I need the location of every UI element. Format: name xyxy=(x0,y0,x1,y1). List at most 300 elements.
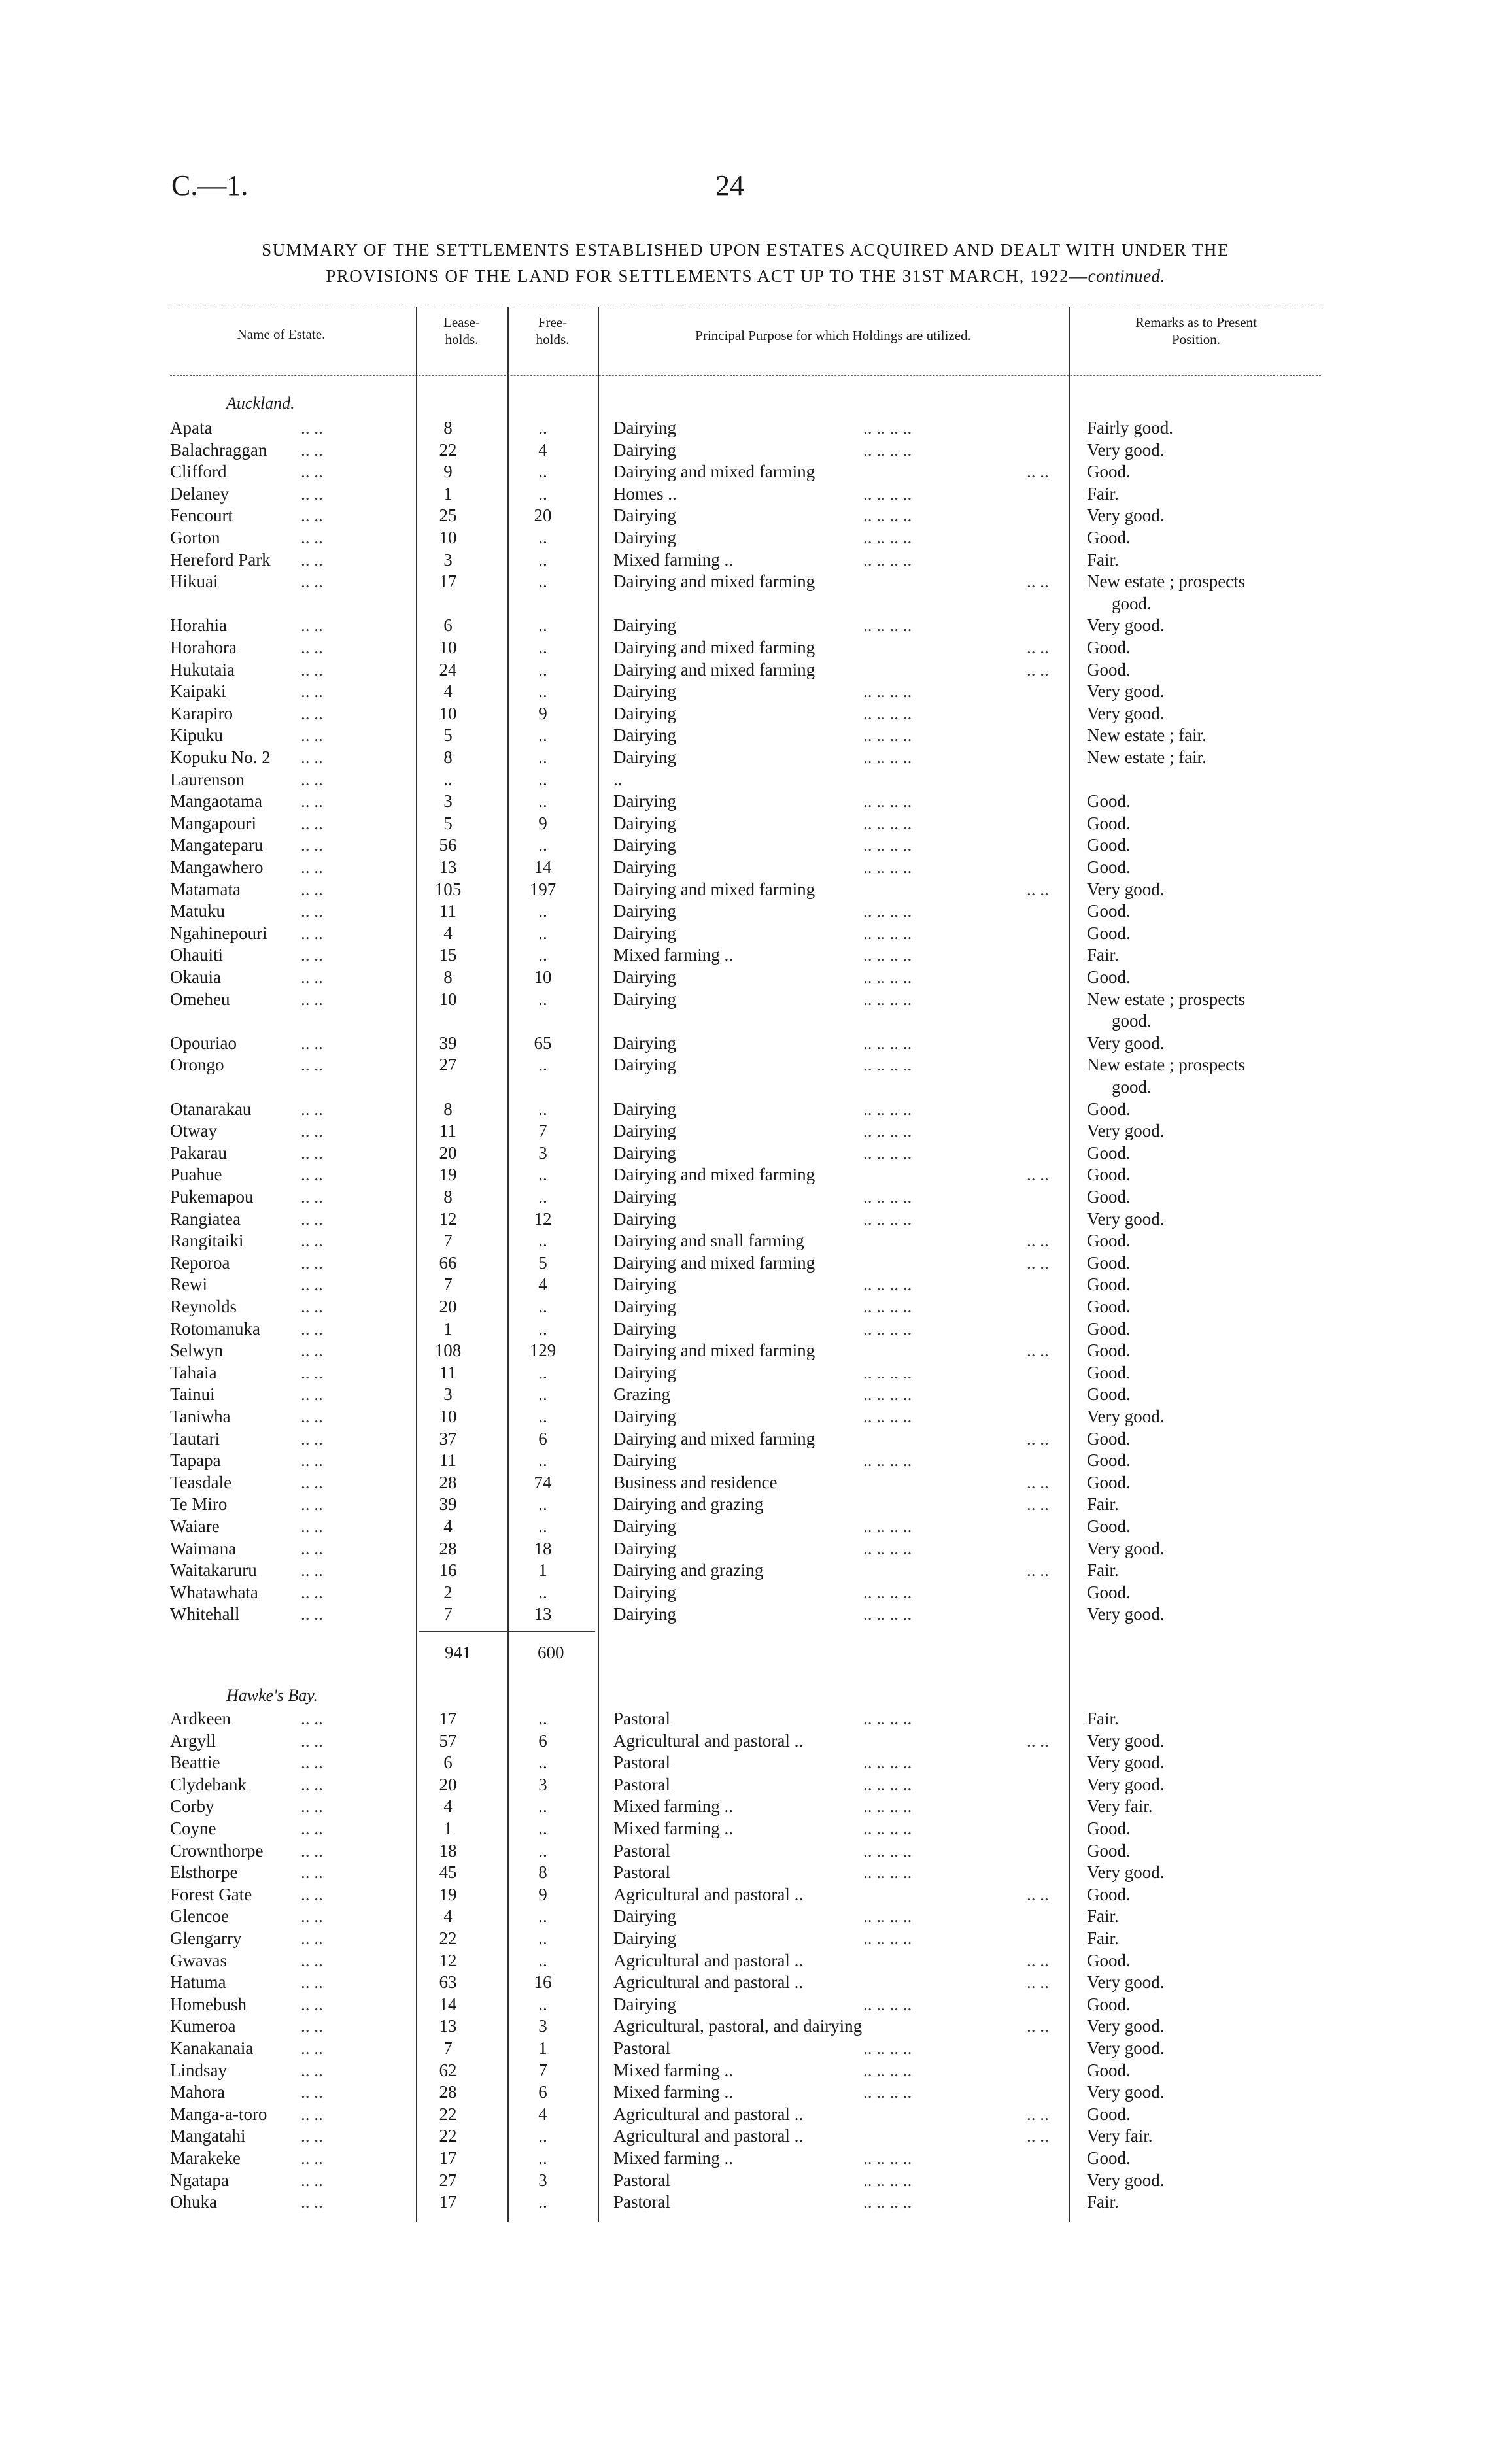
leaseholds-value: 39 xyxy=(439,1494,457,1514)
table-row xyxy=(170,483,1321,505)
leader-dots: .. .. .. .. xyxy=(863,747,912,767)
table-row xyxy=(170,1950,1321,1972)
freeholds-value: 6 xyxy=(538,1428,547,1448)
table-row xyxy=(170,900,1321,923)
leader-dots: .. .. xyxy=(301,1165,323,1185)
leader-dots: .. .. xyxy=(1027,879,1049,899)
purpose-value: Dairying xyxy=(613,1928,676,1948)
freeholds-value: .. xyxy=(538,1840,547,1860)
leader-dots: .. .. .. .. xyxy=(863,1187,912,1206)
leader-dots: .. .. xyxy=(301,418,323,437)
table-row xyxy=(170,791,1321,813)
column-header-freeholds-line1: Free- xyxy=(538,315,568,330)
estate-name: Otanarakau xyxy=(170,1099,252,1119)
table-row xyxy=(170,2104,1321,2126)
table-row xyxy=(170,1774,1321,1796)
purpose-value: Pastoral xyxy=(613,1774,670,1794)
leaseholds-value: 22 xyxy=(439,1928,457,1948)
leader-dots: .. .. xyxy=(301,1318,323,1339)
leaseholds-value: 28 xyxy=(439,1538,457,1558)
leaseholds-value: 11 xyxy=(439,1450,456,1471)
leader-dots: .. .. xyxy=(1027,1165,1049,1185)
table-row xyxy=(170,2015,1321,2038)
table-row xyxy=(170,1796,1321,1818)
estate-name: Waitakaruru xyxy=(170,1560,257,1581)
leaseholds-value: 10 xyxy=(439,703,457,723)
purpose-value: Agricultural and pastoral .. xyxy=(613,1884,804,1904)
freeholds-value: 18 xyxy=(534,1538,552,1558)
freeholds-value: .. xyxy=(538,1950,547,1970)
estate-name: Rangitaiki xyxy=(170,1231,244,1251)
table-row xyxy=(170,923,1321,945)
estate-name: Pakarau xyxy=(170,1142,227,1163)
leaseholds-value: 6 xyxy=(443,615,453,636)
leader-dots: .. .. .. .. xyxy=(863,923,912,943)
leader-dots: .. .. xyxy=(301,1297,323,1316)
leader-dots: .. .. xyxy=(301,462,323,482)
purpose-value: Dairying and mixed farming xyxy=(613,1428,815,1448)
purpose-value: Dairying xyxy=(613,1516,676,1536)
estate-name: Kanakanaia xyxy=(170,2038,254,2058)
freeholds-value: 4 xyxy=(538,2104,547,2124)
freeholds-value: .. xyxy=(538,483,547,504)
leader-dots: .. .. xyxy=(301,1906,323,1926)
estate-name: Coyne xyxy=(170,1819,216,1838)
purpose-value: Dairying xyxy=(613,439,676,460)
remark-value: Very good. xyxy=(1087,2038,1165,2058)
freeholds-value: .. xyxy=(538,2126,547,2146)
remark-value: New estate ; fair. xyxy=(1087,725,1207,745)
freeholds-value: .. xyxy=(538,1362,547,1382)
freeholds-value: .. xyxy=(538,681,547,702)
leaseholds-value: 63 xyxy=(439,1972,457,1993)
leader-dots: .. .. .. .. xyxy=(863,1709,912,1728)
leader-dots: .. .. xyxy=(301,1516,323,1536)
freeholds-value: 65 xyxy=(534,1033,552,1053)
leader-dots: .. .. .. .. xyxy=(863,725,912,745)
purpose-value: Agricultural and pastoral .. xyxy=(613,1730,804,1751)
freeholds-value: .. xyxy=(538,418,547,437)
estate-name: Ardkeen xyxy=(170,1709,231,1728)
remark-value: Very good. xyxy=(1087,1862,1165,1883)
leader-dots: .. .. .. .. xyxy=(863,1297,912,1316)
leaseholds-value: 2 xyxy=(443,1582,453,1602)
table-row xyxy=(170,1208,1321,1231)
table-row xyxy=(170,1928,1321,1950)
freeholds-value: .. xyxy=(538,2148,547,2168)
freeholds-value: 6 xyxy=(538,2082,547,2102)
purpose-value: Dairying xyxy=(613,615,676,636)
leaseholds-value: 9 xyxy=(443,462,453,482)
leader-dots: .. .. xyxy=(1027,1494,1049,1514)
estate-name: Gorton xyxy=(170,528,220,547)
table-row xyxy=(170,769,1321,791)
leader-dots: .. .. xyxy=(301,505,323,526)
remark-value: Very good. xyxy=(1087,879,1165,899)
estate-name: Lindsay xyxy=(170,2060,227,2080)
leaseholds-value: 57 xyxy=(439,1730,457,1751)
leader-dots: .. .. xyxy=(301,1450,323,1471)
leader-dots: .. .. xyxy=(301,1774,323,1794)
remark-value: Very good. xyxy=(1087,703,1165,723)
remark-value: Very fair. xyxy=(1087,1796,1153,1817)
page-header xyxy=(171,169,1322,214)
purpose-value: Pastoral xyxy=(613,2038,670,2058)
estate-name: Elsthorpe xyxy=(170,1862,238,1883)
leaseholds-value: 27 xyxy=(439,2170,457,2190)
table-row xyxy=(170,857,1321,879)
purpose-value: Dairying xyxy=(613,1142,676,1163)
leaseholds-value: 25 xyxy=(439,505,457,526)
estate-name: Omeheu xyxy=(170,989,230,1009)
purpose-value: Dairying xyxy=(613,1906,676,1926)
freeholds-value: 14 xyxy=(534,857,552,877)
estate-name: Puahue xyxy=(170,1165,222,1185)
leaseholds-value: 4 xyxy=(443,681,453,702)
remark-value: Very good. xyxy=(1087,1774,1165,1794)
purpose-value: Dairying xyxy=(613,901,676,921)
freeholds-value: 3 xyxy=(538,2016,547,2036)
leaseholds-value: 7 xyxy=(443,1231,453,1251)
freeholds-value: 3 xyxy=(538,1142,547,1163)
leader-dots: .. .. xyxy=(301,2192,323,2212)
estate-name: Tainui xyxy=(170,1384,215,1405)
estate-name: Matamata xyxy=(170,879,241,899)
estate-name: Reporoa xyxy=(170,1252,230,1273)
freeholds-value: 197 xyxy=(529,879,557,899)
estate-name: Ngahinepouri xyxy=(170,923,267,943)
table-row xyxy=(170,1708,1321,1730)
leader-dots: .. .. xyxy=(301,1384,323,1405)
leader-dots: .. .. xyxy=(301,1994,323,2014)
title-line-2 xyxy=(170,263,1321,289)
leader-dots: .. .. .. .. xyxy=(863,2170,912,2190)
leaseholds-value: 19 xyxy=(439,1165,457,1185)
leader-dots: .. .. .. .. xyxy=(863,835,912,855)
leader-dots: .. .. .. .. xyxy=(863,967,912,987)
page-number: 24 xyxy=(715,169,744,201)
leader-dots: .. .. .. .. xyxy=(863,439,912,460)
leader-dots: .. .. xyxy=(301,1560,323,1581)
table-row xyxy=(170,1033,1321,1055)
table-row xyxy=(170,1516,1321,1538)
estate-name: Pukemapou xyxy=(170,1187,254,1206)
estate-name: Whatawhata xyxy=(170,1582,258,1602)
freeholds-value: 16 xyxy=(534,1972,552,1993)
estate-name: Tahaia xyxy=(170,1362,217,1382)
remark-value: Fair. xyxy=(1087,1560,1119,1581)
leader-dots: .. .. xyxy=(301,2126,323,2146)
leaseholds-value: 7 xyxy=(443,2038,453,2058)
leaseholds-value: 19 xyxy=(439,1884,457,1904)
remark-value: Fair. xyxy=(1087,945,1119,965)
estate-name: Waiare xyxy=(170,1516,220,1536)
leader-dots: .. .. .. .. xyxy=(863,1055,912,1075)
leaseholds-value: 13 xyxy=(439,857,457,877)
leader-dots: .. .. xyxy=(301,769,323,789)
freeholds-value: .. xyxy=(538,1231,547,1251)
estate-name: Beattie xyxy=(170,1753,220,1773)
leader-dots: .. .. xyxy=(1027,2104,1049,2124)
remark-value: Good. xyxy=(1087,1341,1131,1361)
freeholds-value: 8 xyxy=(538,1862,547,1883)
estate-name: Hatuma xyxy=(170,1972,226,1993)
leader-dots: .. .. xyxy=(301,879,323,899)
title-line-1: SUMMARY OF THE SETTLEMENTS ESTABLISHED UPON ESTATES ACQUIRED AND DEALT WITH UNDER THE xyxy=(262,240,1229,260)
purpose-value: Dairying xyxy=(613,1275,676,1295)
freeholds-value: 1 xyxy=(538,1560,547,1581)
leaseholds-value: 3 xyxy=(443,791,453,812)
table-row xyxy=(170,1752,1321,1774)
estate-name: Horahia xyxy=(170,615,227,636)
table-row xyxy=(170,615,1321,637)
leader-dots: .. .. xyxy=(301,1428,323,1448)
leaseholds-value: 4 xyxy=(443,923,453,943)
leader-dots: .. .. .. .. xyxy=(863,1753,912,1773)
remark-value: Good. xyxy=(1087,2148,1131,2168)
freeholds-value: .. xyxy=(538,1055,547,1075)
leaseholds-value: 17 xyxy=(439,2148,457,2168)
remark-value: Fair. xyxy=(1087,1709,1119,1728)
estate-name: Apata xyxy=(170,418,213,437)
table-row xyxy=(170,1730,1321,1753)
estate-name: Gwavas xyxy=(170,1950,227,1970)
leader-dots: .. .. xyxy=(301,813,323,833)
leader-dots: .. .. xyxy=(301,1472,323,1492)
leader-dots: .. .. xyxy=(301,1208,323,1229)
table-row xyxy=(170,747,1321,769)
remark-value: Good. xyxy=(1087,2104,1131,2124)
purpose-value: Agricultural, pastoral, and dairying xyxy=(613,2016,863,2036)
leader-dots: .. .. .. .. xyxy=(863,901,912,921)
purpose-value: Dairying xyxy=(613,835,676,855)
leader-dots: .. .. xyxy=(301,1187,323,1206)
purpose-value: Dairying xyxy=(613,791,676,812)
purpose-value: Dairying xyxy=(613,418,676,437)
freeholds-value: .. xyxy=(538,1516,547,1536)
purpose-value: Pastoral xyxy=(613,2192,670,2212)
table-row xyxy=(170,1296,1321,1318)
estate-name: Opouriao xyxy=(170,1033,237,1053)
freeholds-value: .. xyxy=(538,1582,547,1602)
leaseholds-value: 14 xyxy=(439,1994,457,2014)
purpose-value: Mixed farming .. xyxy=(613,1796,733,1817)
remark-value: Very good. xyxy=(1087,1407,1165,1426)
leaseholds-value: 16 xyxy=(439,1560,457,1581)
estate-name: Mangapouri xyxy=(170,813,256,833)
estate-name: Forest Gate xyxy=(170,1884,252,1904)
column-header-leaseholds xyxy=(416,314,507,348)
leaseholds-value: 8 xyxy=(443,1099,453,1119)
leader-dots: .. .. .. .. xyxy=(863,1819,912,1838)
purpose-value: Pastoral xyxy=(613,1862,670,1883)
freeholds-value: .. xyxy=(538,1906,547,1926)
remark-value: Very good. xyxy=(1087,505,1165,526)
leader-dots: .. .. xyxy=(301,2104,323,2124)
table-row xyxy=(170,505,1321,527)
remark-value: Good. xyxy=(1087,1428,1131,1448)
leader-dots: .. .. xyxy=(301,549,323,570)
estate-name: Manga-a-toro xyxy=(170,2104,267,2124)
table-row xyxy=(170,1406,1321,1428)
leader-dots: .. .. xyxy=(301,1033,323,1053)
freeholds-value: .. xyxy=(538,1407,547,1426)
freeholds-value: .. xyxy=(538,791,547,812)
leader-dots: .. .. .. .. xyxy=(863,1208,912,1229)
leader-dots: .. .. xyxy=(301,1819,323,1838)
estate-name: Karapiro xyxy=(170,703,233,723)
purpose-value: Dairying xyxy=(613,725,676,745)
freeholds-value: 9 xyxy=(538,1884,547,1904)
estate-name: Clydebank xyxy=(170,1774,247,1794)
leader-dots: .. .. xyxy=(301,1862,323,1883)
estate-name: Laurenson xyxy=(170,769,245,789)
remark-value: Good. xyxy=(1087,1099,1131,1119)
leaseholds-value: 39 xyxy=(439,1033,457,1053)
freeholds-value: .. xyxy=(538,1450,547,1471)
leaseholds-value: 5 xyxy=(443,725,453,745)
remark-value: Very good. xyxy=(1087,681,1165,702)
purpose-value: Dairying xyxy=(613,1538,676,1558)
leader-dots: .. .. .. .. xyxy=(863,2060,912,2080)
total-rule xyxy=(419,1631,595,1632)
leader-dots: .. .. .. .. xyxy=(863,1121,912,1141)
leaseholds-value: 17 xyxy=(439,1709,457,1728)
leader-dots: .. .. xyxy=(301,1494,323,1514)
freeholds-value: .. xyxy=(538,1384,547,1405)
leaseholds-value: 37 xyxy=(439,1428,457,1448)
estate-name: Crownthorpe xyxy=(170,1840,264,1860)
remark-value: Very good. xyxy=(1087,1604,1165,1624)
freeholds-value: 9 xyxy=(538,703,547,723)
leader-dots: .. .. xyxy=(301,1142,323,1163)
table-row xyxy=(170,1340,1321,1362)
estate-name: Mahora xyxy=(170,2082,225,2102)
purpose-value: Dairying xyxy=(613,1407,676,1426)
leader-dots: .. .. .. .. xyxy=(863,1604,912,1624)
leader-dots: .. .. .. .. xyxy=(863,1774,912,1794)
purpose-value: Dairying xyxy=(613,1121,676,1141)
remark-value: Fair. xyxy=(1087,1928,1119,1948)
leader-dots: .. .. xyxy=(301,615,323,636)
remark-value: Good. xyxy=(1087,1275,1131,1295)
freeholds-value: 10 xyxy=(534,967,552,987)
leaseholds-value: 28 xyxy=(439,1472,457,1492)
leader-dots: .. .. xyxy=(301,1099,323,1119)
leader-dots: .. .. xyxy=(301,1730,323,1751)
column-header-remarks-line1: Remarks as to Present xyxy=(1135,315,1258,330)
table-row xyxy=(170,549,1321,572)
leader-dots: .. .. .. .. xyxy=(863,1033,912,1053)
purpose-value: Dairying xyxy=(613,813,676,833)
leader-dots: .. .. .. .. xyxy=(863,549,912,570)
freeholds-value: .. xyxy=(538,462,547,482)
leader-dots: .. .. .. .. xyxy=(863,681,912,702)
estate-name: Okauia xyxy=(170,967,221,987)
estate-name: Mangawhero xyxy=(170,857,264,877)
table-row xyxy=(170,1862,1321,1884)
purpose-value: Dairying xyxy=(613,1055,676,1075)
leader-dots: .. .. .. .. xyxy=(863,1142,912,1163)
table-row xyxy=(170,681,1321,703)
section-heading-hawkes-bay: Hawke's Bay. xyxy=(226,1686,318,1705)
purpose-value: Mixed farming .. xyxy=(613,2060,733,2080)
freeholds-value: 4 xyxy=(538,1275,547,1295)
leader-dots: .. .. .. .. xyxy=(863,1384,912,1405)
purpose-value: Dairying xyxy=(613,1297,676,1316)
table-row xyxy=(170,439,1321,462)
remark-value: Good. xyxy=(1087,1994,1131,2014)
leader-dots: .. .. xyxy=(301,2170,323,2190)
freeholds-value: .. xyxy=(538,1709,547,1728)
purpose-value: Dairying xyxy=(613,1582,676,1602)
table-row-continuation xyxy=(170,1010,1321,1033)
leader-dots: .. .. xyxy=(301,2038,323,2058)
purpose-value: Agricultural and pastoral .. xyxy=(613,1972,804,1993)
remark-value: Very good. xyxy=(1087,1972,1165,1993)
remark-value-continued: good. xyxy=(1112,593,1152,613)
purpose-value: Dairying xyxy=(613,1187,676,1206)
table-row xyxy=(170,1252,1321,1275)
purpose-value: Dairying xyxy=(613,505,676,526)
purpose-value: Dairying xyxy=(613,703,676,723)
leader-dots: .. .. xyxy=(301,572,323,592)
remark-value: Good. xyxy=(1087,528,1131,547)
table-row xyxy=(170,1994,1321,2016)
remark-value: Very good. xyxy=(1087,1753,1165,1773)
leaseholds-value: 8 xyxy=(443,1187,453,1206)
table-row xyxy=(170,2170,1321,2192)
leader-dots: .. .. .. .. xyxy=(863,615,912,636)
remark-value: Good. xyxy=(1087,659,1131,679)
table-row xyxy=(170,1230,1321,1252)
leaseholds-value: 22 xyxy=(439,2126,457,2146)
leader-dots: .. .. .. .. xyxy=(863,945,912,965)
leader-dots: .. .. .. .. xyxy=(863,2148,912,2168)
remark-value: Very good. xyxy=(1087,2170,1165,2190)
leader-dots: .. .. xyxy=(1027,1472,1049,1492)
remark-value: Good. xyxy=(1087,1884,1131,1904)
purpose-value: Dairying and grazing xyxy=(613,1560,764,1581)
leaseholds-value: 1 xyxy=(443,1318,453,1339)
leader-dots: .. .. xyxy=(1027,1341,1049,1361)
leader-dots: .. .. xyxy=(301,1407,323,1426)
leaseholds-value: 10 xyxy=(439,528,457,547)
remark-value-continued: good. xyxy=(1112,1077,1152,1097)
freeholds-value: .. xyxy=(538,1796,547,1817)
remark-value: Good. xyxy=(1087,638,1131,657)
freeholds-value: .. xyxy=(538,528,547,547)
purpose-value: Dairying xyxy=(613,1208,676,1229)
leader-dots: .. .. .. .. xyxy=(863,1516,912,1536)
estate-name: Ngatapa xyxy=(170,2170,229,2190)
remark-value: New estate ; fair. xyxy=(1087,747,1207,767)
leader-dots: .. .. .. .. xyxy=(863,2082,912,2102)
leaseholds-value: 12 xyxy=(439,1208,457,1229)
leaseholds-value: 22 xyxy=(439,2104,457,2124)
leader-dots: .. .. .. .. xyxy=(863,857,912,877)
remark-value: Good. xyxy=(1087,1252,1131,1273)
purpose-value: Dairying xyxy=(613,1450,676,1471)
freeholds-value: 129 xyxy=(529,1341,557,1361)
purpose-value: Dairying xyxy=(613,681,676,702)
leader-dots: .. .. .. .. xyxy=(863,1275,912,1295)
purpose-value: Dairying and mixed farming xyxy=(613,1165,815,1185)
leader-dots: .. .. xyxy=(1027,1428,1049,1448)
freeholds-value: 7 xyxy=(538,2060,547,2080)
purpose-value: Pastoral xyxy=(613,1709,670,1728)
column-header-freeholds xyxy=(507,314,598,348)
